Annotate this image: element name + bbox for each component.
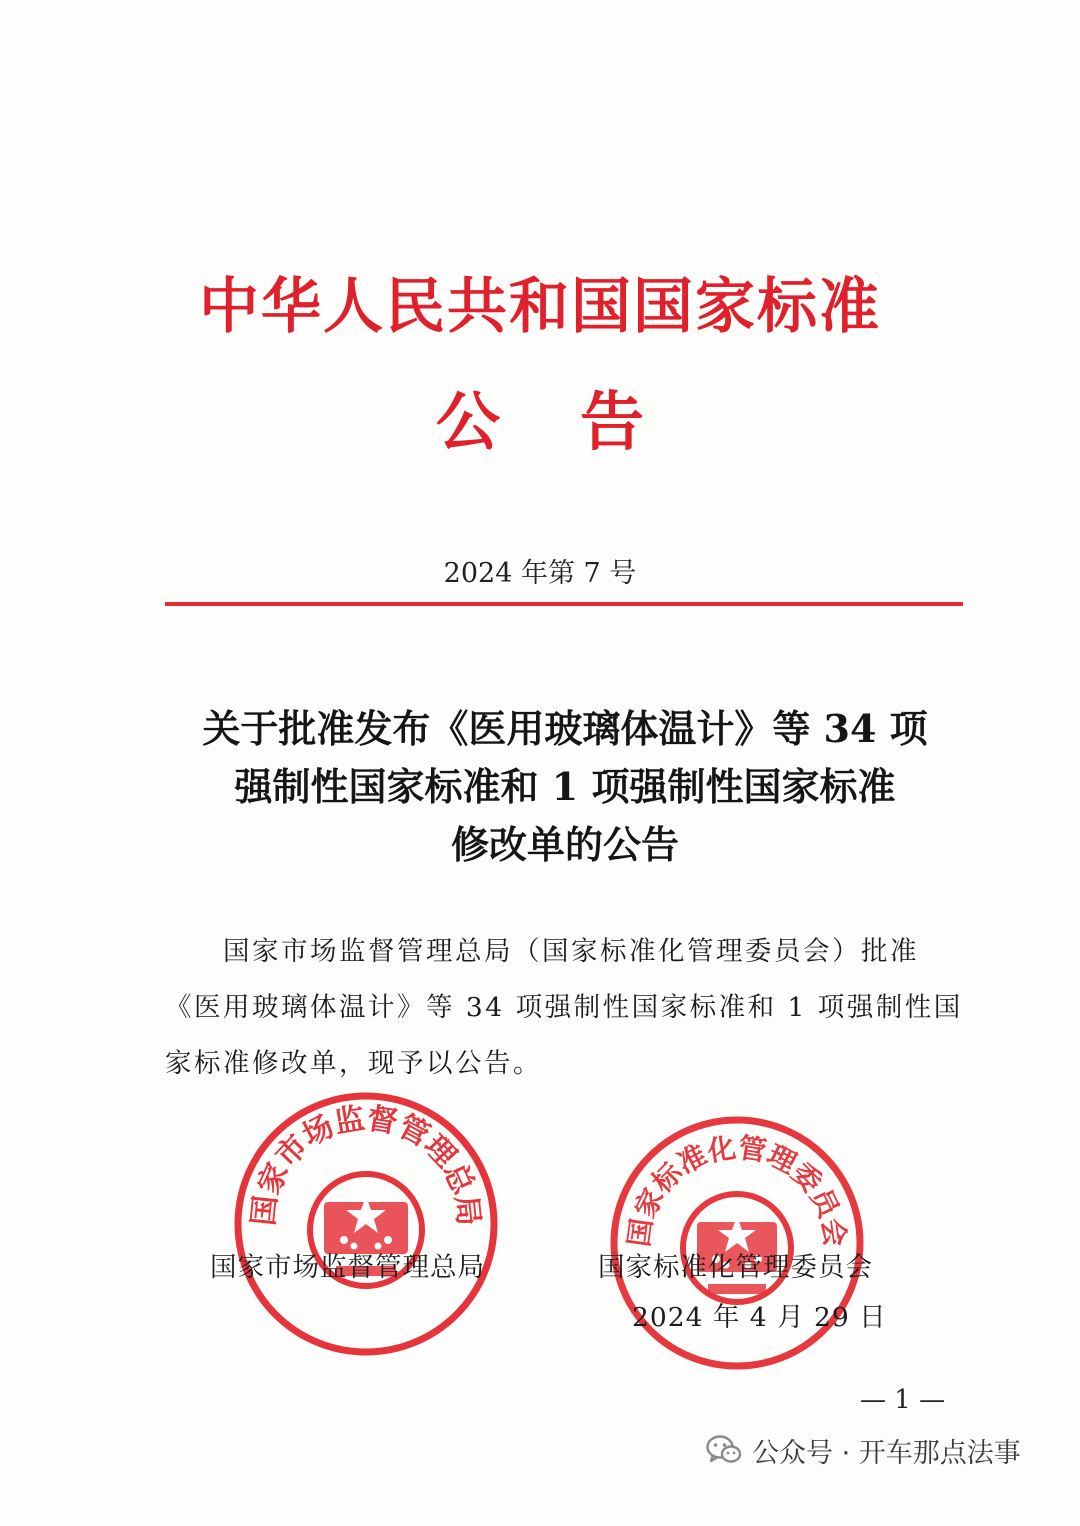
red-divider-line	[165, 602, 963, 606]
page-number: — 1 —	[860, 1385, 946, 1415]
signer-right: 国家标准化管理委员会	[598, 1252, 873, 1283]
notice-body-line	[165, 924, 970, 980]
notice-body-text: 国家市场监督管理总局（国家标准化管理委员会）批准	[223, 936, 919, 967]
signer-left: 国家市场监督管理总局	[210, 1252, 485, 1283]
notice-heading-line: 强制性国家标准和 1 项强制性国家标准	[234, 764, 896, 809]
watermark-text: 公众号 · 开车那点法事	[752, 1437, 1021, 1469]
notice-body	[165, 924, 970, 1092]
notice-heading-line: 关于批准发布《医用玻璃体温计》等 34 项	[202, 706, 928, 751]
sign-date: 2024 年 4 月 29 日	[632, 1302, 887, 1333]
wechat-icon	[706, 1434, 742, 1466]
notice-body-line: 家标准修改单，现予以公告。	[165, 1048, 542, 1079]
document-header-notice: 公告	[436, 385, 724, 460]
notice-body-line: 《医用玻璃体温计》等 34 项强制性国家标准和 1 项强制性国	[165, 992, 963, 1023]
watermark	[706, 1428, 1021, 1472]
document-header-title: 中华人民共和国国家标准	[199, 272, 881, 342]
seal-right-text: 国家标准化管理委员会	[622, 1130, 852, 1249]
document-number: 2024 年第 7 号	[443, 558, 637, 589]
official-seal-left	[232, 1090, 500, 1358]
notice-heading-line: 修改单的公告	[450, 822, 679, 867]
notice-heading	[150, 700, 980, 874]
seal-left-text: 国家市场监督管理总局	[246, 1101, 486, 1228]
